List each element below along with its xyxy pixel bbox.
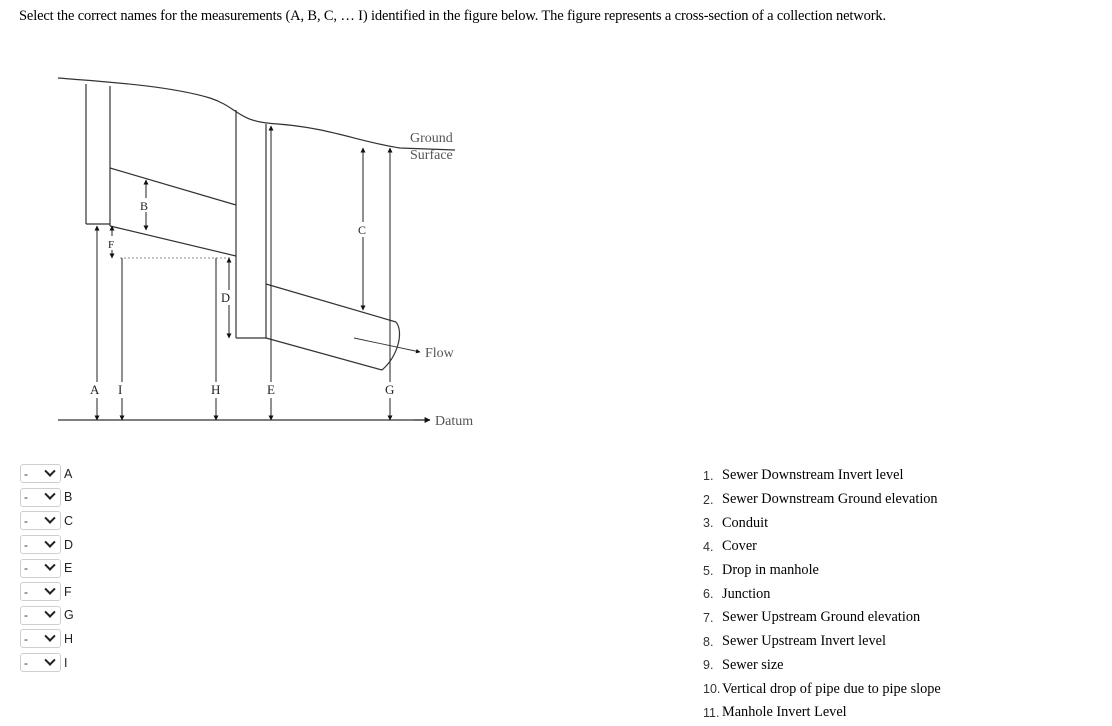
select-h[interactable] [20,629,61,648]
chevron-down-icon [44,560,55,571]
select-g[interactable] [20,606,61,625]
option-number: 11. [703,705,720,720]
select-b[interactable] [20,488,61,507]
label-f: F [108,239,115,251]
match-letter-d: D [64,537,74,552]
match-letter-b: B [64,490,73,505]
label-ground: Ground [410,131,453,146]
select-e-value: - [24,561,28,576]
option-number: 10. [703,682,721,697]
select-h-value: - [24,631,28,646]
option-number: 2. [703,492,714,507]
chevron-down-icon [44,630,55,641]
select-b-value: - [24,490,28,505]
option-number: 1. [703,468,714,483]
match-row-h [20,627,74,651]
label-flow: Flow [425,346,454,361]
option-number: 3. [703,516,714,531]
option-item [703,582,941,606]
chevron-down-icon [44,583,55,594]
option-item [703,677,941,701]
match-row-i [20,651,74,675]
option-item [703,488,941,512]
pipe-1-top [110,168,236,205]
match-letter-c: C [64,513,74,528]
match-list [20,462,74,674]
option-text: Manhole Invert Level [722,704,847,721]
chevron-down-icon [44,465,55,476]
option-number: 6. [703,587,714,602]
flow-line [354,338,420,352]
label-a: A [90,382,100,397]
select-f-value: - [24,584,28,599]
select-c-value: - [24,513,28,528]
pipe-1-bottom [110,226,236,256]
select-i[interactable] [20,653,61,672]
option-text: Sewer size [722,656,784,673]
label-d: D [221,291,231,305]
label-b: B [140,199,149,213]
chevron-down-icon [44,489,55,500]
option-item [703,535,941,559]
option-number: 5. [703,563,714,578]
option-item [703,559,941,583]
pipe-2-top [266,284,396,322]
select-i-value: - [24,655,28,670]
match-letter-i: I [64,655,68,670]
chevron-down-icon [44,607,55,618]
match-row-e [20,556,74,580]
match-row-a [20,462,74,486]
match-row-c [20,509,74,533]
option-text: Junction [722,585,771,602]
option-text: Sewer Downstream Invert level [722,467,904,484]
option-number: 9. [703,658,714,673]
label-g: G [385,382,395,397]
option-text: Conduit [722,514,769,531]
option-item [703,606,941,630]
select-e[interactable] [20,559,61,578]
label-surface: Surface [410,148,453,163]
option-item [703,654,941,678]
match-letter-e: E [64,561,73,576]
option-number: 7. [703,610,714,625]
option-item [703,701,941,725]
match-row-b [20,486,74,510]
match-letter-h: H [64,631,74,646]
match-letter-f: F [64,584,72,599]
option-text: Cover [722,538,757,555]
pipe-2-bottom [266,338,382,370]
question-text: Select the correct names for the measurements (A, B, C, … I) identified in the figure below. The figure represents a cross-section of a collection network. [19,8,886,24]
option-text: Sewer Upstream Ground elevation [722,609,921,626]
select-a[interactable] [20,464,61,483]
label-h: H [211,382,221,397]
label-e: E [267,382,275,397]
option-number: 4. [703,539,714,554]
select-c[interactable] [20,511,61,530]
chevron-down-icon [44,512,55,523]
option-text: Sewer Upstream Invert level [722,633,886,650]
option-number: 8. [703,634,714,649]
match-row-d [20,533,74,557]
option-text: Sewer Downstream Ground elevation [722,491,938,508]
match-row-f [20,580,74,604]
select-f[interactable] [20,582,61,601]
ground-surface-line [58,78,455,150]
label-i: I [118,382,123,397]
chevron-down-icon [44,536,55,547]
label-datum: Datum [435,414,474,429]
option-item [703,464,941,488]
select-d-value: - [24,537,28,552]
option-text: Drop in manhole [722,562,819,579]
select-g-value: - [24,608,28,623]
option-item [703,511,941,535]
match-letter-a: A [64,466,73,481]
match-row-g [20,604,74,628]
select-a-value: - [24,466,28,481]
match-letter-g: G [64,608,74,623]
option-text: Vertical drop of pipe due to pipe slope [722,680,941,697]
label-c: C [358,223,367,237]
option-list [703,464,941,725]
chevron-down-icon [44,654,55,665]
select-d[interactable] [20,535,61,554]
option-item [703,630,941,654]
